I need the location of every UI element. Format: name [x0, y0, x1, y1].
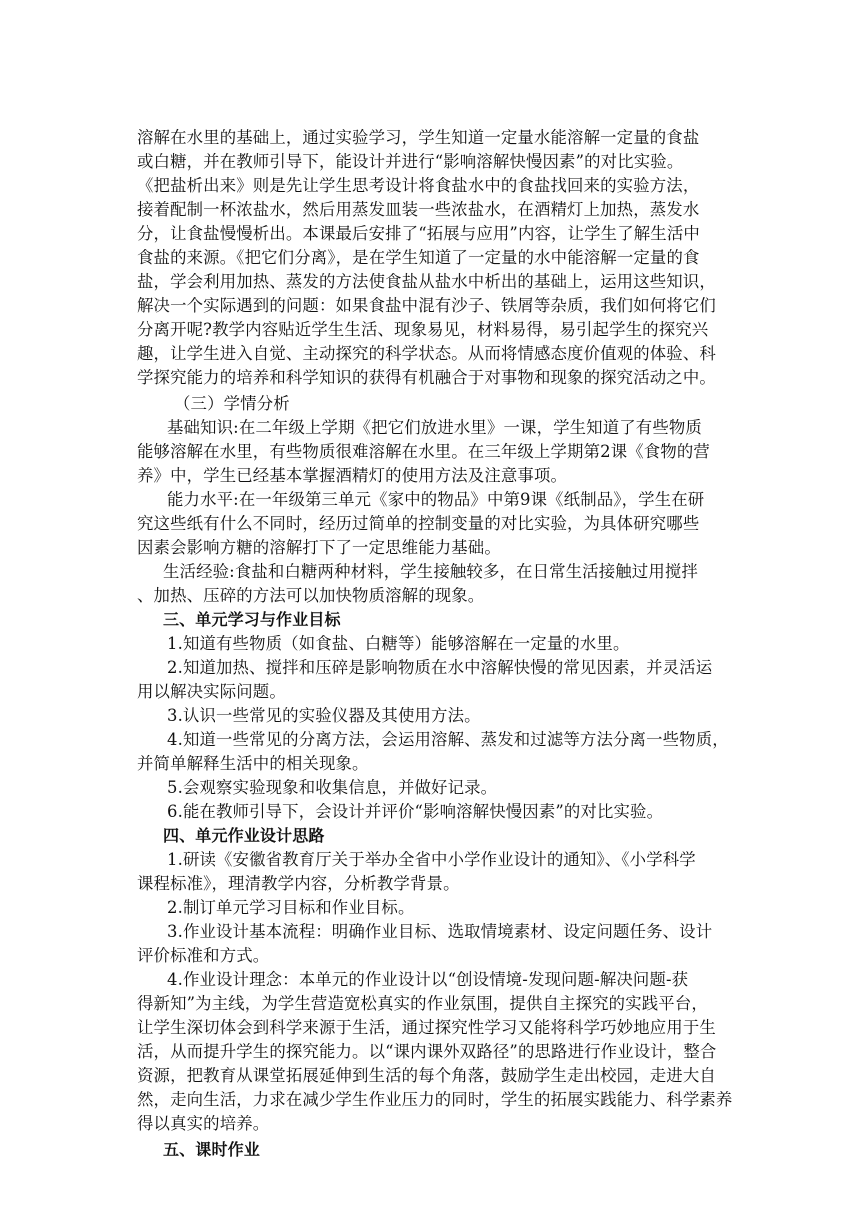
text-line: 学探究能力的培养和科学知识的获得有机融合于对事物和现象的探究活动之中。 [137, 368, 716, 387]
list-item: 1.知道有些物质（如食盐、白糖等）能够溶解在一定量的水里。 [167, 634, 630, 653]
text-line: 食盐的来源。《把它们分离》，是在学生知道了一定量的水中能溶解一定量的食 [137, 248, 700, 267]
text-line: 接着配制一杯浓盐水，然后用蒸发皿装一些浓盐水，在酒精灯上加热，蒸发水 [137, 200, 700, 219]
text-line: 究这些纸有什么不同时，经历过简单的控制变量的对比实验，为具体研究哪些 [137, 514, 700, 533]
list-item: 3.认识一些常见的实验仪器及其使用方法。 [167, 706, 481, 725]
text-line: 资源，把教育从课堂拓展延伸到生活的每个角落，鼓励学生走出校园，走进大自 [137, 1066, 716, 1085]
list-item: 5.会观察实验现象和收集信息，并做好记录。 [167, 778, 498, 797]
section-heading: 五、课时作业 [163, 1140, 260, 1159]
text-line: 趣，让学生进入自觉、主动探究的科学状态。从而将情感态度价值观的体验、科 [137, 344, 716, 363]
text-line: 然，走向生活，力求在减少学生作业压力的同时，学生的拓展实践能力、科学素养 [137, 1090, 733, 1109]
text-line: 《把盐析出来》则是先让学生思考设计将食盐水中的食盐找回来的实验方法， [137, 176, 700, 195]
text-line: 得以真实的培养。 [137, 1114, 270, 1133]
text-line: 能力水平:在一年级第三单元《家中的物品》中第9课《纸制品》，学生在研 [167, 490, 705, 509]
text-line: 、加热、压碎的方法可以加快物质溶解的现象。 [137, 586, 485, 605]
text-line: 养》中，学生已经基本掌握酒精灯的使用方法及注意事项。 [137, 466, 568, 485]
text-line: 课程标准》，理清教学内容，分析教学背景。 [137, 874, 460, 893]
text-line: 让学生深切体会到科学来源于生活，通过探究性学习又能将科学巧妙地应用于生 [137, 1018, 716, 1037]
text-line: 得新知”为主线，为学生营造宽松真实的作业氛围，提供自主探究的实践平台， [137, 994, 708, 1013]
section-heading: 三、单元学习与作业目标 [163, 610, 341, 629]
list-item: 4.知道一些常见的分离方法，会运用溶解、蒸发和过滤等方法分离一些物质， [167, 730, 729, 749]
list-item: 4.作业设计理念：本单元的作业设计以“创设情境-发现问题-解决问题-获 [167, 970, 689, 989]
text-line: 能够溶解在水里，有些物质很难溶解在水里。在三年级上学期第2课《食物的营 [137, 442, 710, 461]
text-line: 分离开呢?教学内容贴近学生生活、现象易见，材料易得，易引起学生的探究兴 [137, 320, 709, 339]
text-line: 溶解在水里的基础上，通过实验学习，学生知道一定量水能溶解一定量的食盐 [137, 128, 700, 147]
text-line: 生活经验:食盐和白糖两种材料，学生接触较多，在日常生活接触过用搅拌 [163, 562, 698, 581]
text-line: 盐，学会利用加热、蒸发的方法使食盐从盐水中析出的基础上，运用这些知识， [137, 272, 716, 291]
text-line: 基础知识:在二年级上学期《把它们放进水里》一课，学生知道了有些物质 [167, 418, 702, 437]
section-heading: 四、单元作业设计思路 [163, 826, 325, 845]
text-line: 并简单解释生活中的相关现象。 [137, 754, 369, 773]
text-line: 分，让食盐慢慢析出。本课最后安排了“拓展与应用”内容，让学生了解生活中 [137, 224, 700, 243]
list-item: 2.制订单元学习目标和作业目标。 [167, 898, 415, 917]
text-line: 用以解决实际问题。 [137, 682, 286, 701]
list-item: 2.知道加热、搅拌和压碎是影响物质在水中溶解快慢的常见因素，并灵活运 [167, 658, 713, 677]
list-item: 3.作业设计基本流程：明确作业目标、选取情境素材、设定问题任务、设计 [167, 922, 713, 941]
text-line: 解决一个实际遇到的问题：如果食盐中混有沙子、铁屑等杂质，我们如何将它们 [137, 296, 716, 315]
text-line: 评价标准和方式。 [137, 946, 270, 965]
list-item: 6.能在教师引导下，会设计并评价“影响溶解快慢因素”的对比实验。 [167, 802, 664, 821]
text-line: 或白糖，并在教师引导下，能设计并进行“影响溶解快慢因素”的对比实验。 [137, 152, 684, 171]
subsection-heading: （三）学情分析 [174, 394, 290, 413]
list-item: 1.研读《安徽省教育厅关于举办全省中小学作业设计的通知》、《小学科学 [167, 850, 696, 869]
text-line: 因素会影响方糖的溶解打下了一定思维能力基础。 [137, 538, 501, 557]
text-line: 活，从而提升学生的探究能力。以“课内课外双路径”的思路进行作业设计，整合 [137, 1042, 717, 1061]
